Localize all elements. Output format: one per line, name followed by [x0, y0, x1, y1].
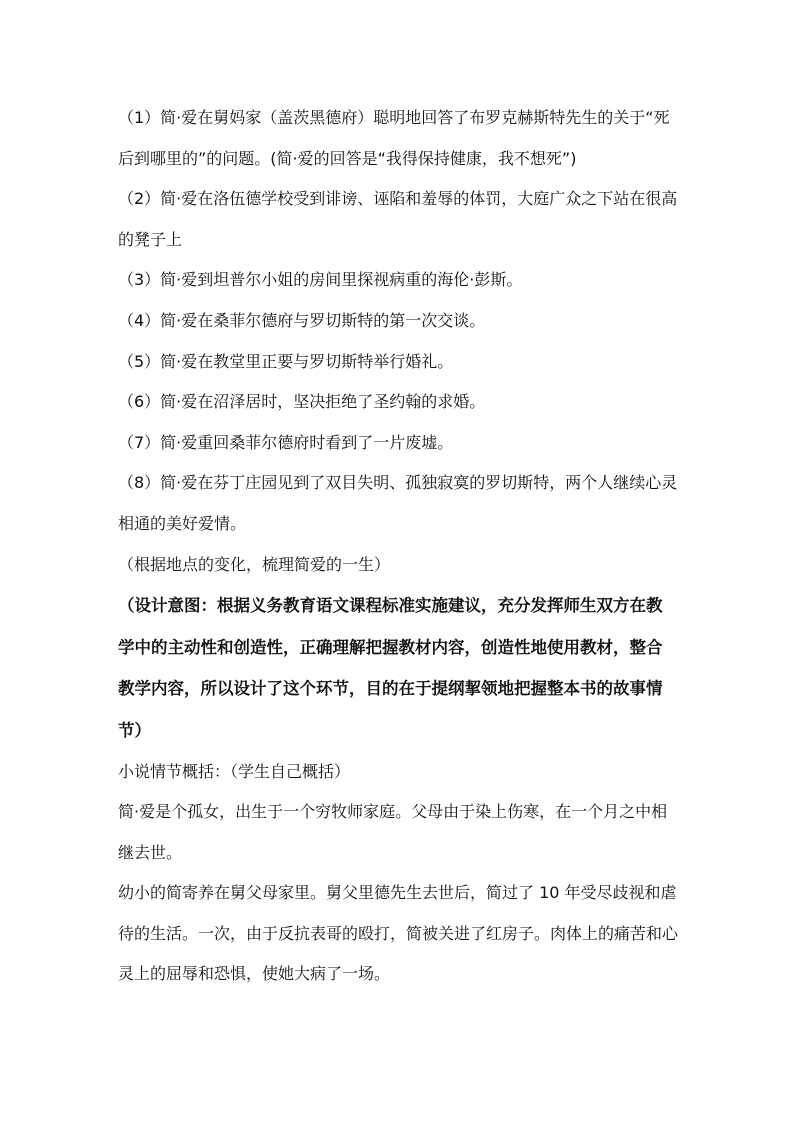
paragraph-2: （2）简·爱在洛伍德学校受到诽谤、诬陷和羞辱的体罚，大庭广众之下站在很高的凳子上	[118, 189, 678, 249]
paragraph-5: （5）简·爱在教堂里正要与罗切斯特举行婚礼。	[118, 351, 454, 371]
paragraph-12: 简·爱是个孤女，出生于一个穷牧师家庭。父母由于染上伤寒，在一个月之中相继去世。	[118, 802, 668, 862]
paragraph-13: 幼小的简寄养在舅父母家里。舅父里德先生去世后，简过了 10 年受尽歧视和虐待的生活。一次，由于反抗表哥的殴打，简被关进了红房子。肉体上的痛苦和心灵上的屈辱和恐惧，使她大病了一场。	[118, 883, 679, 984]
document-page	[118, 98, 678, 995]
design-intent-paragraph: （设计意图：根据义务教育语文课程标准实施建议，充分发挥师生双方在教学中的主动性和创造性，正确理解把握教材内容，创造性地使用教材，整合教学内容，所以设计了这个环节，目的在于提纲挈领地把握整本书的故事情节）	[118, 596, 663, 740]
paragraph-4: （4）简·爱在桑菲尔德府与罗切斯特的第一次交谈。	[118, 310, 486, 330]
paragraph-6: （6）简·爱在沼泽居时，坚决拒绝了圣约翰的求婚。	[118, 392, 486, 412]
paragraph-1: （1）简·爱在舅妈家（盖茨黑德府）聪明地回答了布罗克赫斯特先生的关于“死后到哪里的”的问题。(简·爱的回答是“我得保持健康，我不想死”)	[118, 108, 670, 168]
paragraph-3: （3）简·爱到坦普尔小姐的房间里探视病重的海伦·彭斯。	[118, 270, 523, 290]
plot-summary-heading: 小说情节概括：（学生自己概括）	[118, 761, 351, 781]
paragraph-7: （7）简·爱重回桑菲尔德府时看到了一片废墟。	[118, 432, 454, 452]
paragraph-8: （8）简·爱在芬丁庄园见到了双目失明、孤独寂寞的罗切斯特，两个人继续心灵相通的美好爱情。	[118, 473, 678, 533]
paragraph-9: （根据地点的变化，梳理简爱的一生）	[118, 554, 391, 574]
